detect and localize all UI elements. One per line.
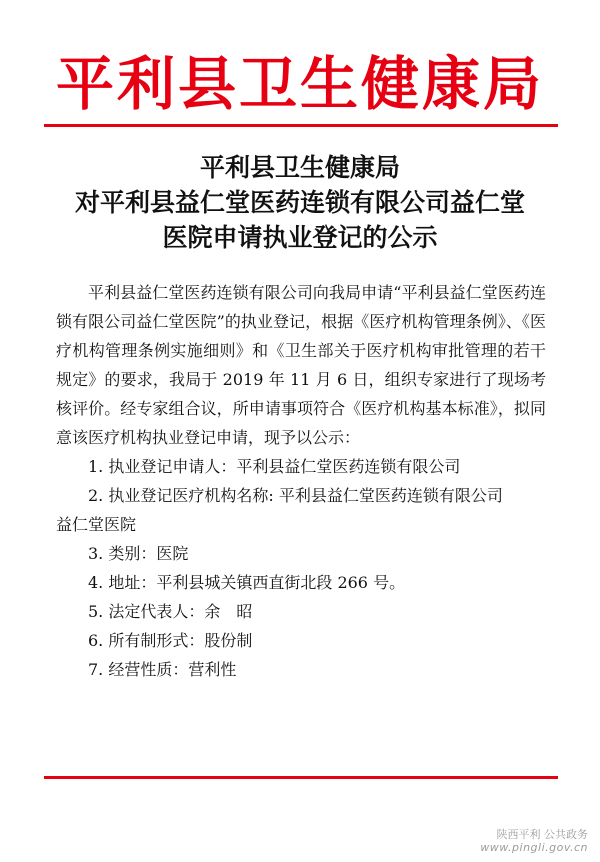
agency-masthead: 平利县卫生健康局 [55, 50, 544, 118]
watermark-url: www.pingli.gov.cn [480, 841, 588, 854]
list-item-continuation: 益仁堂医院 [56, 515, 137, 534]
list-item: 6. 所有制形式：股份制 [88, 631, 253, 650]
title-line-1: 平利县卫生健康局 [199, 153, 400, 182]
site-watermark [480, 828, 588, 854]
document-title [0, 150, 600, 255]
list-item: 1. 执业登记申请人：平利县益仁堂医药连锁有限公司 [88, 457, 461, 476]
list-item: 5. 法定代表人：余 昭 [88, 602, 253, 621]
watermark-text: 陕西平利 公共政务 [496, 828, 588, 841]
list-item: 7. 经营性质：营利性 [88, 660, 237, 679]
footer-divider [44, 776, 558, 779]
list-item: 4. 地址：平利县城关镇西直街北段 266 号。 [88, 573, 406, 592]
list-item: 2. 执业登记医疗机构名称: 平利县益仁堂医药连锁有限公司 [88, 486, 503, 505]
document-body [56, 278, 546, 684]
header-divider [44, 124, 558, 127]
title-line-3: 医院申请执业登记的公示 [162, 223, 438, 252]
title-line-2: 对平利县益仁堂医药连锁有限公司益仁堂 [74, 188, 525, 217]
list-item: 3. 类别：医院 [88, 544, 189, 563]
body-paragraph: 平利县益仁堂医药连锁有限公司向我局申请“平利县益仁堂医药连锁有限公司益仁堂医院”的执业登记，根据《医疗机构管理条例》、《医疗机构管理条例实施细则》和《卫生部关于医疗机构审批管理的若干规定》的要求，我局于 2019 年 11 月 6 日，组织专家进行了现场考核评价。经专家组合议，所申请事项符合《医疗机构基本标准》，拟同意该医疗机构执业登记申请，现予以公示： [56, 283, 546, 447]
